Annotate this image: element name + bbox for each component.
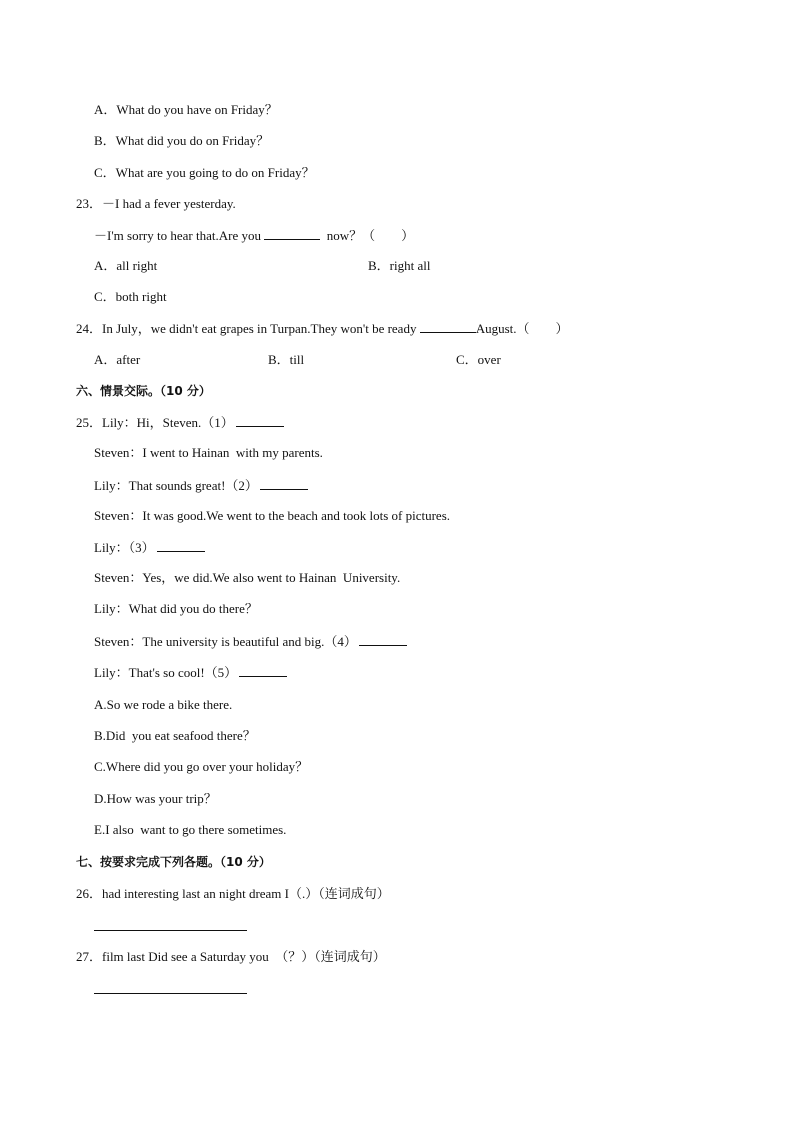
q24-option-a: A．after <box>94 352 141 367</box>
q25-choice-e: E.I also want to go there sometimes. <box>94 822 287 837</box>
q24-option-b: B．till <box>268 352 305 367</box>
q25-choice-c: C.Where did you go over your holiday？ <box>94 759 309 774</box>
dialogue-line: Steven：It was good.We went to the beach and took lots of pictures. <box>94 508 451 523</box>
q22-option-b: B．What did you do on Friday？ <box>94 133 270 148</box>
q23-option-c: C．both right <box>94 289 167 304</box>
q23-line2 <box>94 227 414 244</box>
answer-blank[interactable] <box>359 633 407 646</box>
q24-stem-post: August.（ ） <box>475 321 569 336</box>
q27-stem: 27．film last Did see a Saturday you （？）（连词成句） <box>76 949 386 964</box>
dialogue-text: Steven：The university is beautiful and big.（4） <box>94 634 357 649</box>
section-7-heading: 七、按要求完成下列各题。（10 分） <box>76 855 271 869</box>
q25-choice-a: A.So we rode a bike there. <box>94 697 233 712</box>
q23-line2-pre: －I'm sorry to hear that.Are you <box>94 228 261 243</box>
dialogue-line <box>76 414 284 431</box>
dialogue-line: Steven：Yes，we did.We also went to Hainan University. <box>94 570 401 585</box>
dialogue-line: Steven：I went to Hainan with my parents. <box>94 445 323 460</box>
answer-blank[interactable] <box>264 227 320 240</box>
q25-choice-d: D.How was your trip？ <box>94 791 217 806</box>
q23-option-a: A．all right <box>94 258 158 273</box>
q27-answer-line[interactable] <box>94 993 247 994</box>
answer-blank[interactable] <box>157 539 205 552</box>
answer-blank[interactable] <box>236 414 284 427</box>
q22-option-c: C．What are you going to do on Friday？ <box>94 165 315 180</box>
dialogue-line: Lily：What did you do there？ <box>94 601 258 616</box>
q23-option-b: B．right all <box>368 258 431 273</box>
answer-blank[interactable] <box>260 477 308 490</box>
q22-option-a: A．What do you have on Friday？ <box>94 102 278 117</box>
dialogue-text: Lily：That sounds great!（2） <box>94 478 258 493</box>
q25-choice-b: B.Did you eat seafood there？ <box>94 728 256 743</box>
section-6-heading: 六、情景交际。（10 分） <box>76 384 211 398</box>
dialogue-line <box>94 633 407 650</box>
dialogue-text: 25．Lily：Hi，Steven.（1） <box>76 415 234 430</box>
dialogue-line <box>94 539 205 556</box>
q23-line1: 23．－I had a fever yesterday. <box>76 196 236 211</box>
answer-blank[interactable] <box>420 320 476 333</box>
answer-blank[interactable] <box>239 664 287 677</box>
dialogue-text: Lily：That's so cool!（5） <box>94 665 238 680</box>
q24-stem-pre: 24．In July，we didn't eat grapes in Turpan.They won't be ready <box>76 321 417 336</box>
q24-stem <box>76 320 569 337</box>
q26-answer-line[interactable] <box>94 930 247 931</box>
q24-option-c: C．over <box>456 352 501 367</box>
q26-stem: 26．had interesting last an night dream I（.）（连词成句） <box>76 886 390 901</box>
dialogue-line <box>94 664 287 681</box>
q23-line2-post: now？（ ） <box>326 228 415 243</box>
dialogue-line <box>94 477 308 494</box>
dialogue-text: Lily：（3） <box>94 540 155 555</box>
